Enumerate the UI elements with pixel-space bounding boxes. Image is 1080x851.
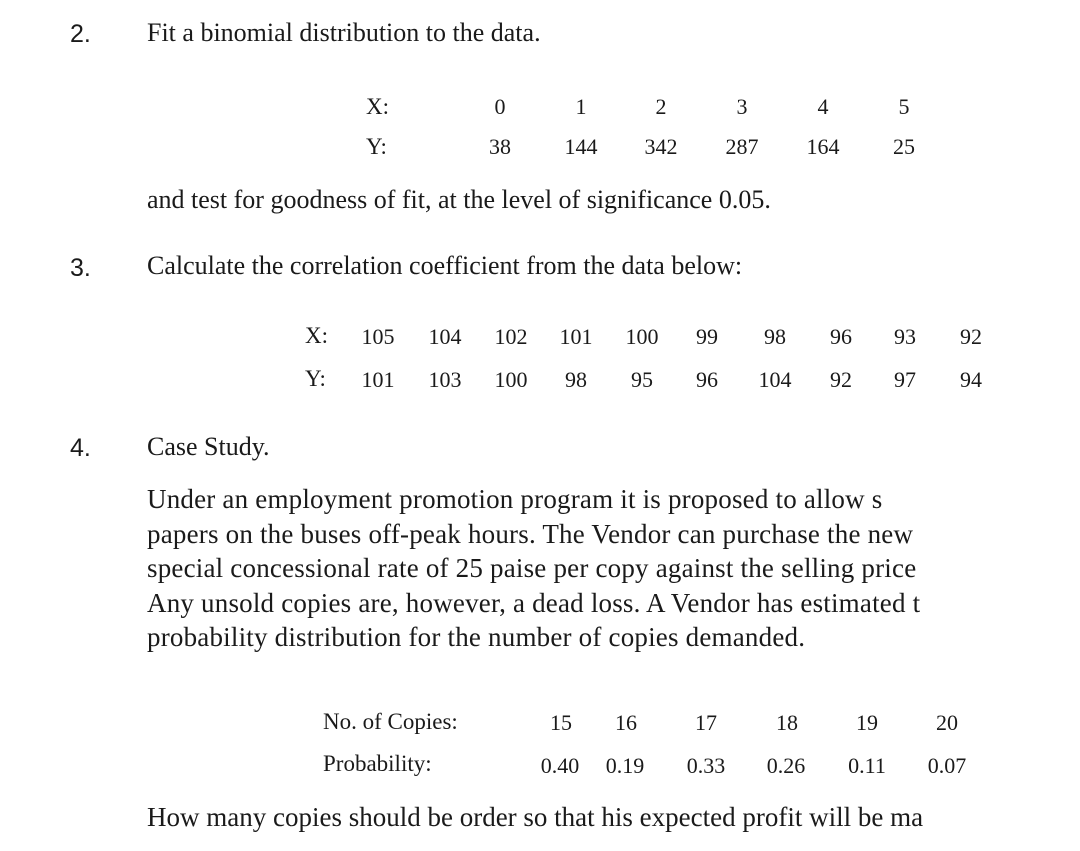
q3-x-cell: 98 — [764, 324, 786, 349]
question-4-title: Case Study. — [147, 432, 270, 461]
paragraph-line: probability distribution for the number of copies demanded. — [147, 622, 806, 652]
copies-cell: 19 — [856, 710, 878, 735]
q2-x-cell: 2 — [655, 94, 667, 119]
q3-x-cell: 100 — [625, 324, 659, 349]
q2-y-cell: 38 — [489, 134, 511, 159]
q2-y-cell: 25 — [893, 134, 915, 159]
copies-cell: 17 — [695, 710, 717, 735]
question-2-followup: and test for goodness of fit, at the level of significance 0.05. — [147, 185, 771, 214]
copies-label: No. of Copies: — [323, 709, 458, 734]
q3-y-cell: 104 — [758, 367, 792, 392]
q3-x-cell: 96 — [830, 324, 852, 349]
q2-y-cell: 287 — [725, 134, 759, 159]
q3-x-label: X: — [305, 323, 328, 348]
probability-cell: 0.40 — [540, 753, 580, 778]
q3-x-cell: 104 — [428, 324, 462, 349]
q3-y-label: Y: — [305, 366, 326, 391]
copies-cell: 15 — [550, 710, 572, 735]
q3-y-cell: 95 — [631, 367, 653, 392]
question-4-number: 4. — [70, 434, 91, 462]
q3-y-cell: 103 — [428, 367, 462, 392]
q3-y-cell: 97 — [894, 367, 916, 392]
q3-y-cell: 100 — [494, 367, 528, 392]
paragraph-line: Any unsold copies are, however, a dead loss. A Vendor has estimated t — [147, 587, 921, 618]
q3-x-cell: 99 — [696, 324, 718, 349]
probability-label: Probability: — [323, 751, 432, 776]
q2-x-cell: 1 — [575, 94, 587, 119]
question-3-number: 3. — [70, 254, 91, 282]
q2-x-cell: 0 — [494, 94, 506, 119]
q2-x-label: X: — [366, 94, 389, 119]
paragraph-line: papers on the buses off-peak hours. The Vendor can purchase the new — [147, 518, 914, 549]
q3-x-cell: 92 — [960, 324, 982, 349]
copies-cell: 18 — [776, 710, 798, 735]
probability-cell: 0.19 — [605, 753, 645, 778]
q2-y-cell: 342 — [644, 134, 678, 159]
q3-y-cell: 101 — [361, 367, 395, 392]
paragraph-line: special concessional rate of 25 paise per copy against the selling price — [147, 553, 917, 583]
question-3-prompt: Calculate the correlation coefficient from the data below: — [147, 251, 743, 280]
q2-x-cell: 3 — [736, 94, 748, 119]
question-2-prompt: Fit a binomial distribution to the data. — [147, 18, 541, 47]
q2-x-cell: 5 — [898, 94, 910, 119]
q2-y-label: Y: — [366, 134, 387, 159]
q3-y-cell: 96 — [696, 367, 718, 392]
q3-y-cell: 98 — [565, 367, 587, 392]
q3-y-cell: 92 — [830, 367, 852, 392]
q2-y-cell: 164 — [806, 134, 840, 159]
case-study-paragraph — [147, 482, 920, 655]
probability-cell: 0.26 — [766, 753, 806, 778]
copies-cell: 16 — [615, 710, 637, 735]
question-2-number: 2. — [70, 20, 91, 48]
paragraph-line: Under an employment promotion program it is proposed to allow s — [147, 484, 883, 514]
probability-cell: 0.07 — [927, 753, 967, 778]
probability-cell: 0.11 — [848, 753, 886, 778]
copies-cell: 20 — [936, 710, 958, 735]
q3-x-cell: 101 — [559, 324, 593, 349]
q2-y-cell: 144 — [564, 134, 598, 159]
q2-x-cell: 4 — [817, 94, 829, 119]
probability-cell: 0.33 — [686, 753, 726, 778]
q3-x-cell: 105 — [361, 324, 395, 349]
q3-x-cell: 102 — [494, 324, 528, 349]
question-4-final-question: How many copies should be order so that his expected profit will be ma — [147, 802, 924, 832]
q3-y-cell: 94 — [960, 367, 982, 392]
q3-x-cell: 93 — [894, 324, 916, 349]
